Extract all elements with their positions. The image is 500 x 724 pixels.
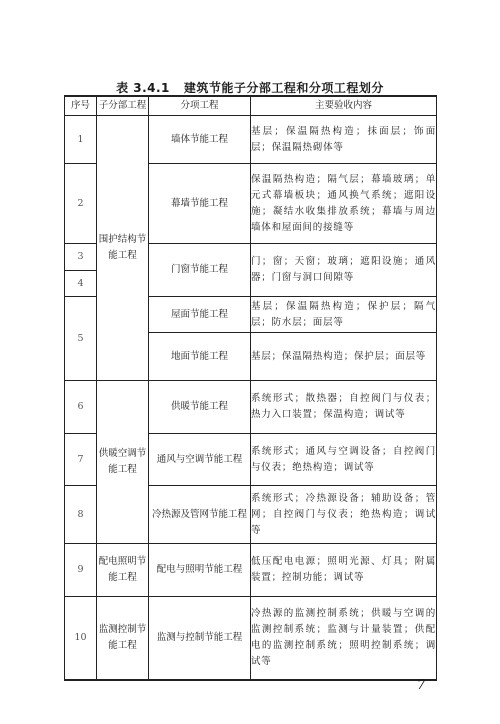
table-row xyxy=(65,597,437,680)
item-cell: 供暖节能工程 xyxy=(149,381,251,434)
row-number: 6 xyxy=(65,381,97,434)
row-number: 1 xyxy=(65,116,97,164)
page-number: 7 xyxy=(417,678,426,693)
row-number: 5 xyxy=(65,297,97,381)
table-title-text: 建筑节能子分部工程和分项工程划分 xyxy=(183,81,384,95)
table-row xyxy=(65,381,437,434)
row-number: 4 xyxy=(65,271,97,297)
subdivision-cell: 供暖空调节能工程 xyxy=(97,381,149,544)
item-cell: 监测与控制节能工程 xyxy=(149,597,251,680)
subdivision-cell: 配电照明节能工程 xyxy=(97,544,149,597)
header-row xyxy=(65,96,437,116)
row-number: 8 xyxy=(65,486,97,544)
item-cell: 地面节能工程 xyxy=(149,333,251,381)
content-cell: 冷热源的监测控制系统；供暖与空调的监测控制系统；监测与计量装置；供配电的监测控制系统；照明控制系统；调试等 xyxy=(251,597,437,680)
content-cell: 基层；保温隔热构造；保护层；隔气层；防水层；面层等 xyxy=(251,297,437,333)
header-sub: 子分部工程 xyxy=(97,96,149,116)
content-cell: 系统形式；通风与空调设备；自控阀门与仪表；绝热构造；调试等 xyxy=(251,434,437,486)
item-cell: 墙体节能工程 xyxy=(149,116,251,164)
row-number: 7 xyxy=(65,434,97,486)
content-cell: 保温隔热构造；隔气层；幕墙玻璃；单元式幕墙板块；通风换气系统；遮阳设施；凝结水收集排放系统；幕墙与周边墙体和屋面间的接缝等 xyxy=(251,164,437,244)
content-cell: 基层；保温隔热构造；保护层；面层等 xyxy=(251,333,437,381)
header-no: 序号 xyxy=(65,96,97,116)
item-cell: 门窗节能工程 xyxy=(149,244,251,297)
content-cell: 门；窗；天窗；玻璃；遮阳设施；通风器；门窗与洞口间隙等 xyxy=(251,244,437,297)
item-cell: 屋面节能工程 xyxy=(149,297,251,333)
row-number: 2 xyxy=(65,164,97,244)
content-cell: 基层；保温隔热构造；抹面层；饰面层；保温隔热砌体等 xyxy=(251,116,437,164)
item-cell: 冷热源及管网节能工程 xyxy=(149,486,251,544)
content-cell: 系统形式；冷热源设备；辅助设备；管网；自控阀门与仪表；绝热构造；调试等 xyxy=(251,486,437,544)
table-row xyxy=(65,544,437,597)
table-row xyxy=(65,116,437,164)
header-content: 主要验收内容 xyxy=(251,96,437,116)
row-number: 9 xyxy=(65,544,97,597)
division-table xyxy=(64,95,437,681)
subdivision-cell: 围护结构节能工程 xyxy=(97,116,149,381)
content-cell: 低压配电电源；照明光源、灯具；附属装置；控制功能；调试等 xyxy=(251,544,437,597)
header-item: 分项工程 xyxy=(149,96,251,116)
subdivision-cell: 监测控制节能工程 xyxy=(97,597,149,680)
table-title xyxy=(0,79,500,96)
item-cell: 通风与空调节能工程 xyxy=(149,434,251,486)
row-number: 10 xyxy=(65,597,97,680)
item-cell: 配电与照明节能工程 xyxy=(149,544,251,597)
row-number: 3 xyxy=(65,244,97,271)
item-cell: 幕墙节能工程 xyxy=(149,164,251,244)
table-number: 表 3.4.1 xyxy=(116,81,170,95)
content-cell: 系统形式；散热器；自控阀门与仪表；热力入口装置；保温构造；调试等 xyxy=(251,381,437,434)
